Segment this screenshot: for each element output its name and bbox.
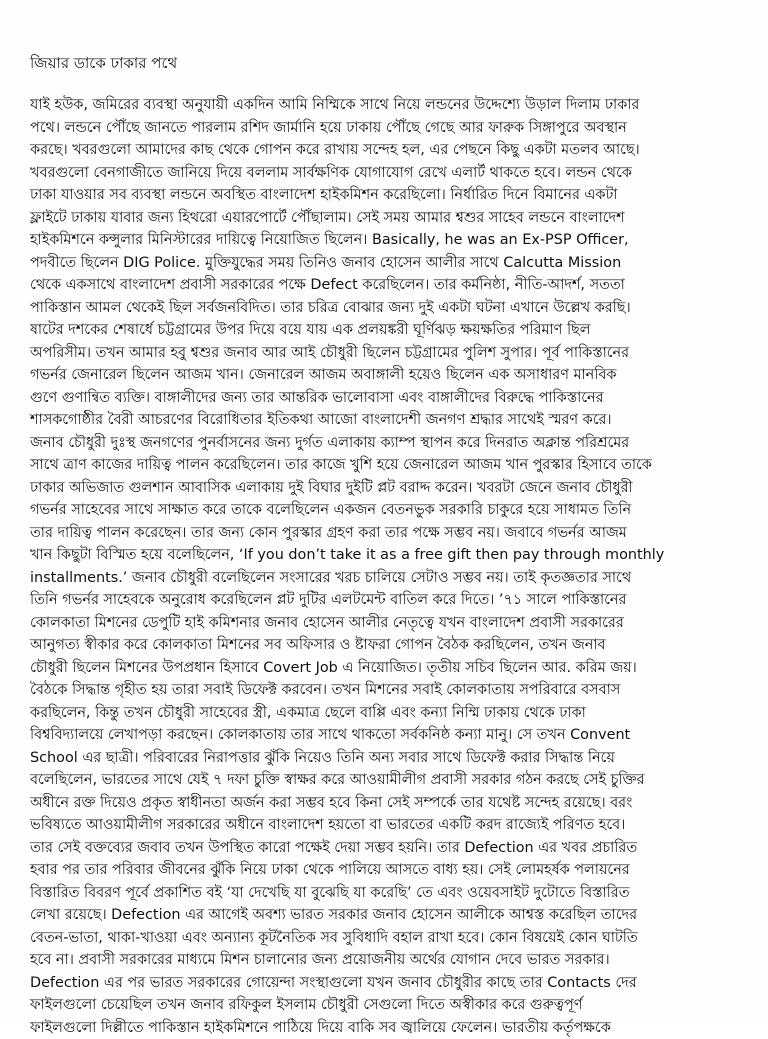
body-text-line: বিশ্ববিদ্যালয়ে লেখাপড়া করছেন। কোলকাতায় তার সাথে থাকতো সর্বকনিষ্ঠ কন্যা মানু। সে তখন Convent <box>30 724 742 747</box>
body-text-line: জনাব চৌধুরী দুঃস্থ জনগণের পুনর্বাসনের জন্য দুর্গত এলাকায় ক্যাম্প স্থাপন করে দিনরাত অক্লান্ত পরিশ্রমের <box>30 432 742 455</box>
body-text-line: ঢাকা যাওয়ার সব ব্যবস্থা লন্ডনে অবস্থিত বাংলাদেশ হাইকমিশন করেছিলো। নির্ধারিত দিনে বিমানের একটা <box>30 184 742 207</box>
body-text-line: সাথে ত্রাণ কাজের দায়িত্ব পালন করেছিলেন। তার কাজে খুশি হয়ে জেনারেল আজম খান পুরস্কার হিসাবে তাকে <box>30 454 742 477</box>
body-text-line: আনুগত্য স্বীকার করে কোলকাতা মিশনের সব অফিসার ও ষ্টাফরা গোপন বৈঠক করছিলেন, তখন জনাব <box>30 634 742 657</box>
document-title: জিয়ার ডাকে ঢাকার পথে <box>30 52 177 77</box>
body-text-line: গুণে গুণান্বিত ব্যক্তি। বাঙ্গালীদের জন্য তার আন্তরিক ভালোবাসা এবং বাঙ্গালীদের বিরুদ্ধে পাকিস্তানের <box>30 387 742 410</box>
body-text-line: Defection এর পর ভারত সরকারের গোয়েন্দা সংস্থাগুলো যখন জনাব চৌধুরীর কাছে তার Contacts দের <box>30 972 742 995</box>
body-text-line: তিনি গভর্নর সাহেবকে অনুরোধ করেছিলেন প্লট দুটির এলটমেন্ট বাতিল করে দিতে। ’৭১ সালে পাকিস্তানের <box>30 589 742 612</box>
body-text-line: ঢাকার অভিজাত গুলশান আবাসিক এলাকায় দুই বিঘার দুইটি প্লট বরাদ্দ করেন। খবরটা জেনে জনাব চৌধুরী <box>30 477 742 500</box>
body-text-line: বিস্তারিত বিবরণ পূর্বে প্রকাশিত বই ‘যা দেখেছি যা বুঝেছি যা করেছি’ তে এবং ওয়েবসাইট দুটোতে বিস্তারিত <box>30 882 742 905</box>
body-text-line: খবরগুলো বেনগাজীতে জানিয়ে দিয়ে বললাম সার্বক্ষণিক যোগাযোগ রেখে এলার্ট থাকতে হবে। লন্ডন থেকে <box>30 162 742 185</box>
body-text-line: তার দায়িত্ব পালন করেছেন। তার জন্য কোন পুরস্কার গ্রহণ করা তার পক্ষে সম্ভব নয়। জবাবে গভর্নর আজম <box>30 522 742 545</box>
body-text-line: School এর ছাত্রী। পরিবারের নিরাপত্তার ঝুঁকি নিয়েও তিনি অন্য সবার সাথে ডিফেক্ট করার সিদ্ধান্ত নিয়ে <box>30 747 742 770</box>
body-text-line: পথে। লন্ডনে পৌঁছে জানতে পারলাম রশিদ জার্মানি হয়ে ঢাকায় পৌঁছে গেছে আর ফারুক সিঙ্গাপুরে অবস্থান <box>30 117 742 140</box>
body-text-line: অপরিসীম। তখন আমার হবু শ্বশুর জনাব আর আই চৌধুরী ছিলেন চট্টগ্রামের পুলিশ সুপার। পূর্ব পাকিস্তানের <box>30 342 742 365</box>
body-text-line: হাইকমিশনে কন্সুলার মিনিস্টারের দায়িত্বে নিয়োজিত ছিলেন। Basically, he was an Ex-PSP Officer, <box>30 229 742 252</box>
body-text-line: পদবীতে ছিলেন DIG Police. মুক্তিযুদ্ধের সময় তিনিও জনাব হোসেন আলীর সাথে Calcutta Mission <box>30 252 742 275</box>
body-text-line: হবার পর তার পরিবার জীবনের ঝুঁকি নিয়ে ঢাকা থেকে পালিয়ে আসতে বাধ্য হয়। সেই লোমহর্ষক পলায়নের <box>30 859 742 882</box>
body-text-line: ফাইলগুলো চেয়েছিল তখন জনাব রফিকুল ইসলাম চৌধুরী সেগুলো দিতে অস্বীকার করে গুরুত্বপূর্ণ <box>30 994 742 1017</box>
body-text-line: বেতন-ভাতা, থাকা-খাওয়া এবং অন্যান্য কূটনৈতিক সব সুবিধাদি বহাল রাখা হবে। কোন বিষয়েই কোন ঘাটতি <box>30 927 742 950</box>
body-text-line: কোলকাতা মিশনের ডেপুটি হাই কমিশনার জনাব হোসেন আলীর নেতৃত্বে যখন বাংলাদেশ প্রবাসী সরকারের <box>30 612 742 635</box>
body-text-line: অধীনে রক্ত দিয়েও প্রকৃত স্বাধীনতা অর্জন করা সম্ভব হবে কিনা সেই সম্পর্কে তার যথেষ্ট সন্দেহ রয়েছে। বরং <box>30 792 742 815</box>
body-text-line: হবে না। প্রবাসী সরকারের মাধ্যমে মিশন চালানোর জন্য প্রয়োজনীয় অর্থের যোগান দেবে ভারত সরকার। <box>30 949 742 972</box>
body-text-line: ষাটের দশকের শেষার্ধে চট্টগ্রামের উপর দিয়ে বয়ে যায় এক প্রলয়ঙ্করী ঘূর্ণিঝড় ক্ষয়ক্ষতির পরিমাণ ছিল <box>30 319 742 342</box>
body-text-line: ভবিষ্যতে আওয়ামীলীগ সরকারের অধীনে বাংলাদেশ হয়তো বা ভারতের একটি করদ রাজ্যেই পরিণত হবে। <box>30 814 742 837</box>
body-text-line: চৌধুরী ছিলেন মিশনের উপপ্রধান হিসাবে Covert Job এ নিয়োজিত। তৃতীয় সচিব ছিলেন আর. করিম জয়। <box>30 657 742 680</box>
body-text-line: বলেছিলেন, ভারতের সাথে যেই ৭ দফা চুক্তি স্বাক্ষর করে আওয়ামীলীগ প্রবাসী সরকার গঠন করছে সেই চুক্তির <box>30 769 742 792</box>
body-text-line: যাই হউক, জমিরের ব্যবস্থা অনুযায়ী একদিন আমি নিম্মিকে সাথে নিয়ে লন্ডনের উদ্দেশ্যে উড়াল দিলাম ঢাকার <box>30 94 742 117</box>
body-text-line: বৈঠকে সিদ্ধান্ত গৃহীত হয় তারা সবাই ডিফেক্ট করবেন। তখন মিশনের সবাই কোলকাতায় সপরিবারে বসবাস <box>30 679 742 702</box>
body-text-line: পাকিস্তান আমল থেকেই ছিল সর্বজনবিদিত। তার চরিত্র বোঝার জন্য দুই একটা ঘটনা এখানে উল্লেখ করছি। <box>30 297 742 320</box>
body-text-line: তার সেই বক্তব্যের জবাব তখন উপস্থিত কারো পক্ষেই দেয়া সম্ভব হয়নি। তার Defection এর খবর প্রচারিত <box>30 837 742 860</box>
body-text-line: খান কিছুটা বিস্মিত হয়ে বলেছিলেন, ‘If you don’t take it as a free gift then pay through monthly <box>30 544 742 567</box>
body-text-line: থেকে একসাথে বাংলাদেশ প্রবাসী সরকারের পক্ষে Defect করেছিলেন। তার কর্মনিষ্ঠা, নীতি-আদর্শ, সততা <box>30 274 742 297</box>
body-text-line: শাসকগোষ্ঠীর বৈরী আচরণের বিরোধিতার ইতিকথা আজো বাংলাদেশী জনগণ শ্রদ্ধার সাথেই স্মরণ করে। <box>30 409 742 432</box>
body-text-line: গভর্নর সাহেবের সাথে সাক্ষাত করে তাকে বলেছিলেন একজন বেতনভুক সরকারি চাকুরে হয়ে সাধামত তিনি <box>30 499 742 522</box>
body-text-line: ফাইলগুলো দিল্লীতে পাকিস্তান হাইকমিশনে পাঠিয়ে দিয়ে বাকি সব জ্বালিয়ে ফেলেন। ভারতীয় কর্তৃপক্ষকে <box>30 1017 742 1039</box>
body-text-line: installments.’ জনাব চৌধুরী বলেছিলেন সংসারের খরচ চালিয়ে সেটাও সম্ভব নয়। তাই কৃতজ্ঞতার সাথে <box>30 567 742 590</box>
body-text-line: করছিলেন, কিন্তু তখন চৌধুরী সাহেবের স্ত্রী, একমাত্র ছেলে বাপ্পি এবং কন্যা নিম্মি ঢাকায় থেকে ঢাকা <box>30 702 742 725</box>
body-text-line: ফ্লাইটে ঢাকায় যাবার জন্য হিথরো এয়ারপোর্টে পৌঁছালাম। সেই সময় আমার শ্বশুর সাহেব লন্ডনে বাংলাদেশ <box>30 207 742 230</box>
body-text-line: লেখা রয়েছে। Defection এর আগেই অবশ্য ভারত সরকার জনাব হোসেন আলীকে আশ্বস্ত করেছিল তাদের <box>30 904 742 927</box>
body-text-line: গভর্নর জেনারেল ছিলেন আজম খান। জেনারেল আজম অবাঙ্গালী হয়েও ছিলেন এক অসাধারণ মানবিক <box>30 364 742 387</box>
body-text-line: করছে। খবরগুলো আমাদের কাছ থেকে গোপন করে রাখায় সন্দেহ হল, এর পেছনে কিছু একটা মতলব আছে। <box>30 139 742 162</box>
document-body <box>30 94 742 1039</box>
